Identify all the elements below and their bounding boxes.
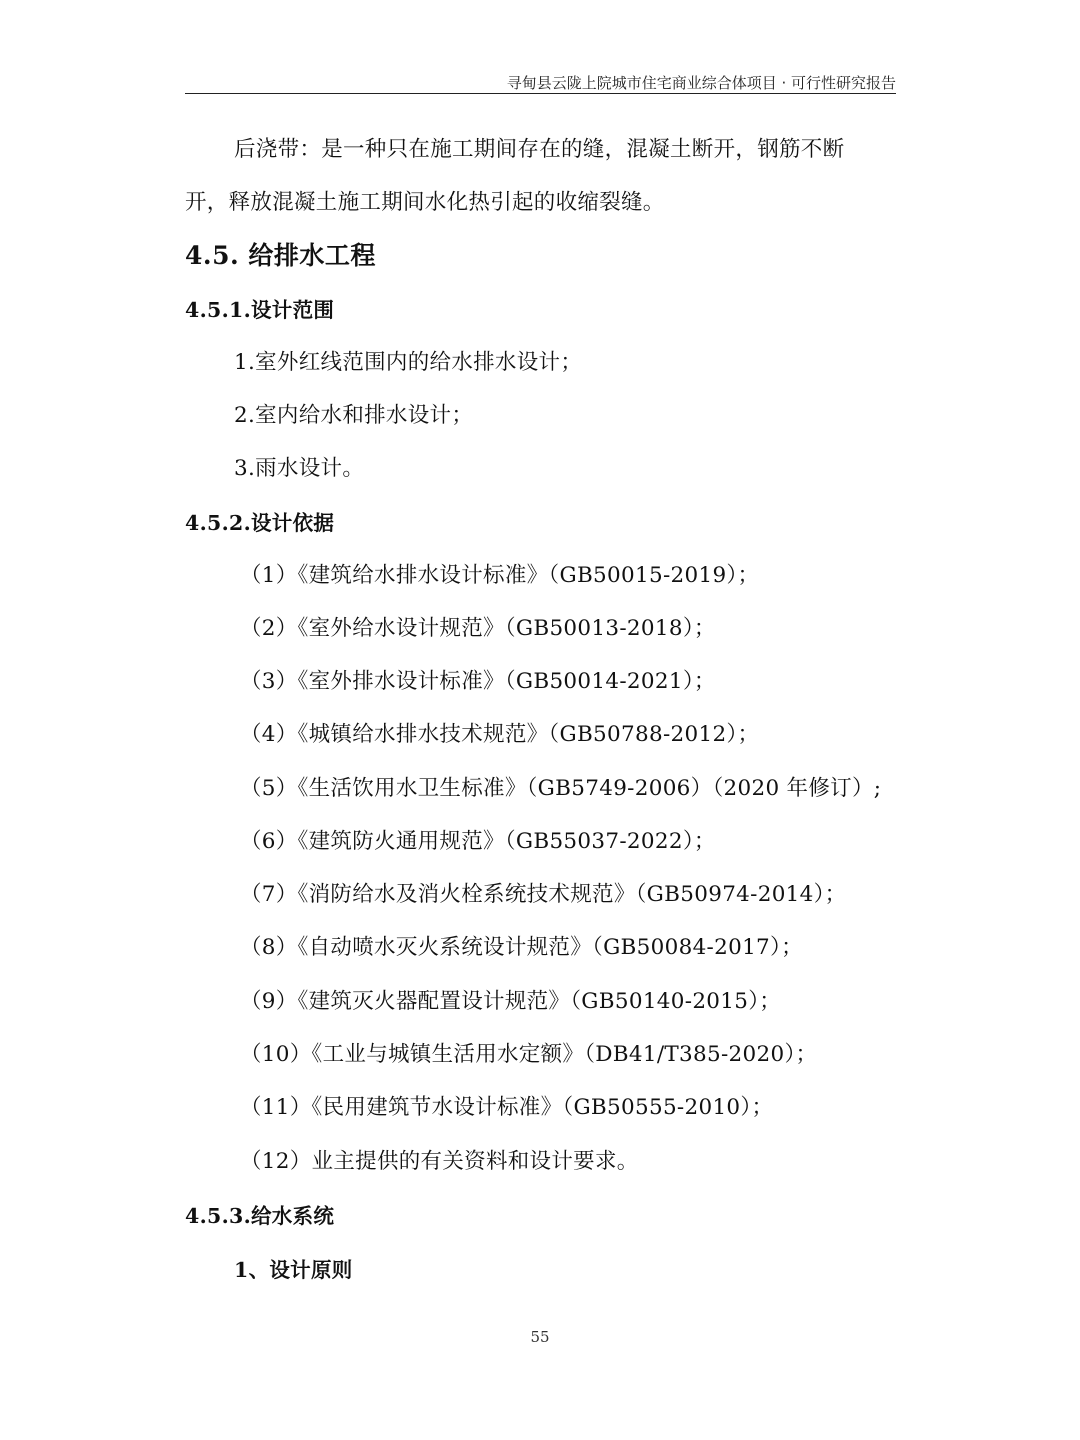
page-number: 55 <box>530 1328 550 1346</box>
basis-item: （3）《室外排水设计标准》（GB50014-2021）； <box>240 669 716 694</box>
scope-item: 2.室内给水和排水设计； <box>234 403 474 428</box>
section-heading-4-5-1: 4.5.1.设计范围 <box>185 298 335 322</box>
page-header <box>185 70 896 94</box>
basis-item: （4）《城镇给水排水技术规范》（GB50788-2012）； <box>240 722 760 747</box>
basis-item: （10）《工业与城镇生活用水定额》（DB41/T385-2020）； <box>240 1042 818 1067</box>
scope-item: 1.室外红线范围内的给水排水设计； <box>234 350 583 375</box>
basis-item: （2）《室外给水设计规范》（GB50013-2018）； <box>240 616 716 641</box>
section-heading-4-5-2: 4.5.2.设计依据 <box>185 511 335 535</box>
subsection-heading-design-principles: 1、设计原则 <box>234 1258 353 1282</box>
intro-paragraph-line-1: 后浇带：是一种只在施工期间存在的缝，混凝土断开，钢筋不断 <box>234 137 845 162</box>
basis-item: （11）《民用建筑节水设计标准》（GB50555-2010）； <box>240 1095 774 1120</box>
basis-item: （8）《自动喷水灭火系统设计规范》（GB50084-2017）； <box>240 935 803 960</box>
intro-paragraph-line-2: 开，释放混凝土施工期间水化热引起的收缩裂缝。 <box>185 190 665 215</box>
section-heading-4-5-3: 4.5.3.给水系统 <box>185 1204 335 1228</box>
header-title: 寻甸县云陇上院城市住宅商业综合体项目 · 可行性研究报告 <box>506 74 896 92</box>
basis-item: （9）《建筑灭火器配置设计规范》（GB50140-2015）； <box>240 989 782 1014</box>
section-heading-4-5: 4.5. 给排水工程 <box>185 241 376 270</box>
basis-item: （6）《建筑防火通用规范》（GB55037-2022）； <box>240 829 716 854</box>
basis-item: （5）《生活饮用水卫生标准》（GB5749-2006）（2020 年修订）; <box>240 776 882 801</box>
basis-item: （12）业主提供的有关资料和设计要求。 <box>240 1149 639 1174</box>
basis-item: （7）《消防给水及消火栓系统技术规范》（GB50974-2014）； <box>240 882 847 907</box>
scope-item: 3.雨水设计。 <box>234 456 365 481</box>
basis-item: （1）《建筑给水排水设计标准》（GB50015-2019）； <box>240 563 760 588</box>
